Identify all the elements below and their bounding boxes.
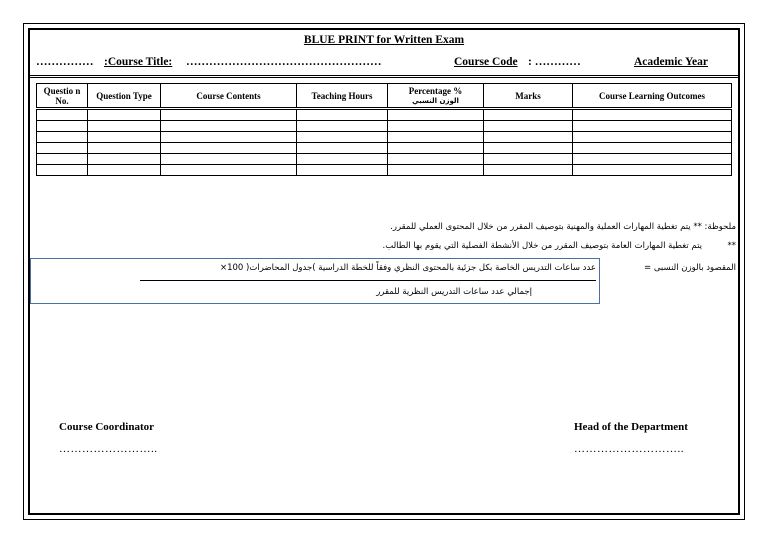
table-cell[interactable] [573, 154, 732, 165]
table-row [37, 143, 732, 154]
formula-denominator: إجمالي عدد ساعات التدريس النظرية للمقرر [376, 287, 532, 297]
table-cell[interactable] [297, 154, 388, 165]
table-cell[interactable] [88, 109, 161, 121]
table-cell[interactable] [573, 109, 732, 121]
col-course-contents: Course Contents [161, 84, 297, 109]
col-learning-outcomes: Course Learning Outcomes [573, 84, 732, 109]
table-cell[interactable] [388, 165, 484, 176]
table-cell[interactable] [388, 132, 484, 143]
col-question-type: Question Type [88, 84, 161, 109]
col-question-no: Questio n No. [37, 84, 88, 109]
table-row [37, 109, 732, 121]
table-cell[interactable] [388, 154, 484, 165]
table-cell[interactable] [37, 143, 88, 154]
table-cell[interactable] [388, 143, 484, 154]
course-coordinator-signature-line[interactable]: …………………….. [59, 443, 158, 455]
table-cell[interactable] [484, 154, 573, 165]
col-percentage-arabic: الوزن النسبي [412, 96, 459, 105]
table-row [37, 154, 732, 165]
course-header-row [36, 56, 720, 72]
note-practical-skills: ملحوظة: ** يتم تغطية المهارات العملية والمهنية بتوصيف المقرر من خلال المحتوى العملي للمقرر. [390, 222, 736, 232]
table-cell[interactable] [161, 132, 297, 143]
table-cell[interactable] [573, 132, 732, 143]
table-cell[interactable] [37, 154, 88, 165]
course-title-dots-left: …………… [36, 56, 94, 68]
table-cell[interactable] [297, 132, 388, 143]
header-divider [28, 75, 740, 78]
note-general-skills: يتم تغطية المهارات العامة بتوصيف المقرر من خلال الأنشطة الفصلية التي يقوم بها الطالب. [382, 241, 702, 251]
table-cell[interactable] [37, 132, 88, 143]
table-cell[interactable] [37, 121, 88, 132]
col-percentage [388, 84, 484, 109]
blueprint-table [36, 83, 732, 176]
table-cell[interactable] [88, 154, 161, 165]
table-row [37, 165, 732, 176]
table-cell[interactable] [484, 109, 573, 121]
table-cell[interactable] [37, 165, 88, 176]
relative-weight-label: المقصود بالوزن النسبى = [644, 263, 736, 273]
table-cell[interactable] [88, 121, 161, 132]
table-cell[interactable] [161, 154, 297, 165]
table-cell[interactable] [484, 121, 573, 132]
table-cell[interactable] [484, 165, 573, 176]
course-title-dots: …………………………………………… [186, 56, 382, 68]
table-cell[interactable] [297, 109, 388, 121]
table-row [37, 121, 732, 132]
table-cell[interactable] [88, 165, 161, 176]
table-cell[interactable] [161, 121, 297, 132]
formula-fraction-line [140, 280, 596, 281]
table-cell[interactable] [88, 143, 161, 154]
course-code-dots: : ………… [528, 56, 581, 68]
table-cell[interactable] [573, 165, 732, 176]
table-cell[interactable] [37, 109, 88, 121]
table-cell[interactable] [484, 143, 573, 154]
table-cell[interactable] [297, 165, 388, 176]
table-cell[interactable] [161, 165, 297, 176]
document-title: BLUE PRINT for Written Exam [303, 34, 465, 46]
table-header-row [37, 84, 732, 109]
course-coordinator-label: Course Coordinator [59, 421, 155, 433]
note-general-skills-marker: ** [727, 241, 736, 251]
table-row [37, 132, 732, 143]
table-cell[interactable] [573, 143, 732, 154]
course-title-label: :Course Title: [104, 56, 173, 68]
table-cell[interactable] [484, 132, 573, 143]
formula-numerator: عدد ساعات التدريس الخاصة بكل جزئية بالمحتوى النظري وفقاً للخطة الدراسية )جدول المحاضرات( 100× [219, 263, 596, 273]
course-code-label: Course Code [454, 56, 518, 68]
table-cell[interactable] [161, 143, 297, 154]
table-cell[interactable] [388, 121, 484, 132]
table-cell[interactable] [573, 121, 732, 132]
table-cell[interactable] [297, 143, 388, 154]
table-cell[interactable] [297, 121, 388, 132]
table-cell[interactable] [161, 109, 297, 121]
table-cell[interactable] [88, 132, 161, 143]
academic-year-label: Academic Year [634, 56, 708, 68]
col-percentage-label: Percentage % [408, 85, 463, 96]
table-cell[interactable] [388, 109, 484, 121]
col-teaching-hours: Teaching Hours [297, 84, 388, 109]
head-of-department-signature-line[interactable]: ……………………….. [574, 443, 684, 455]
head-of-department-label: Head of the Department [574, 421, 688, 433]
col-marks: Marks [484, 84, 573, 109]
